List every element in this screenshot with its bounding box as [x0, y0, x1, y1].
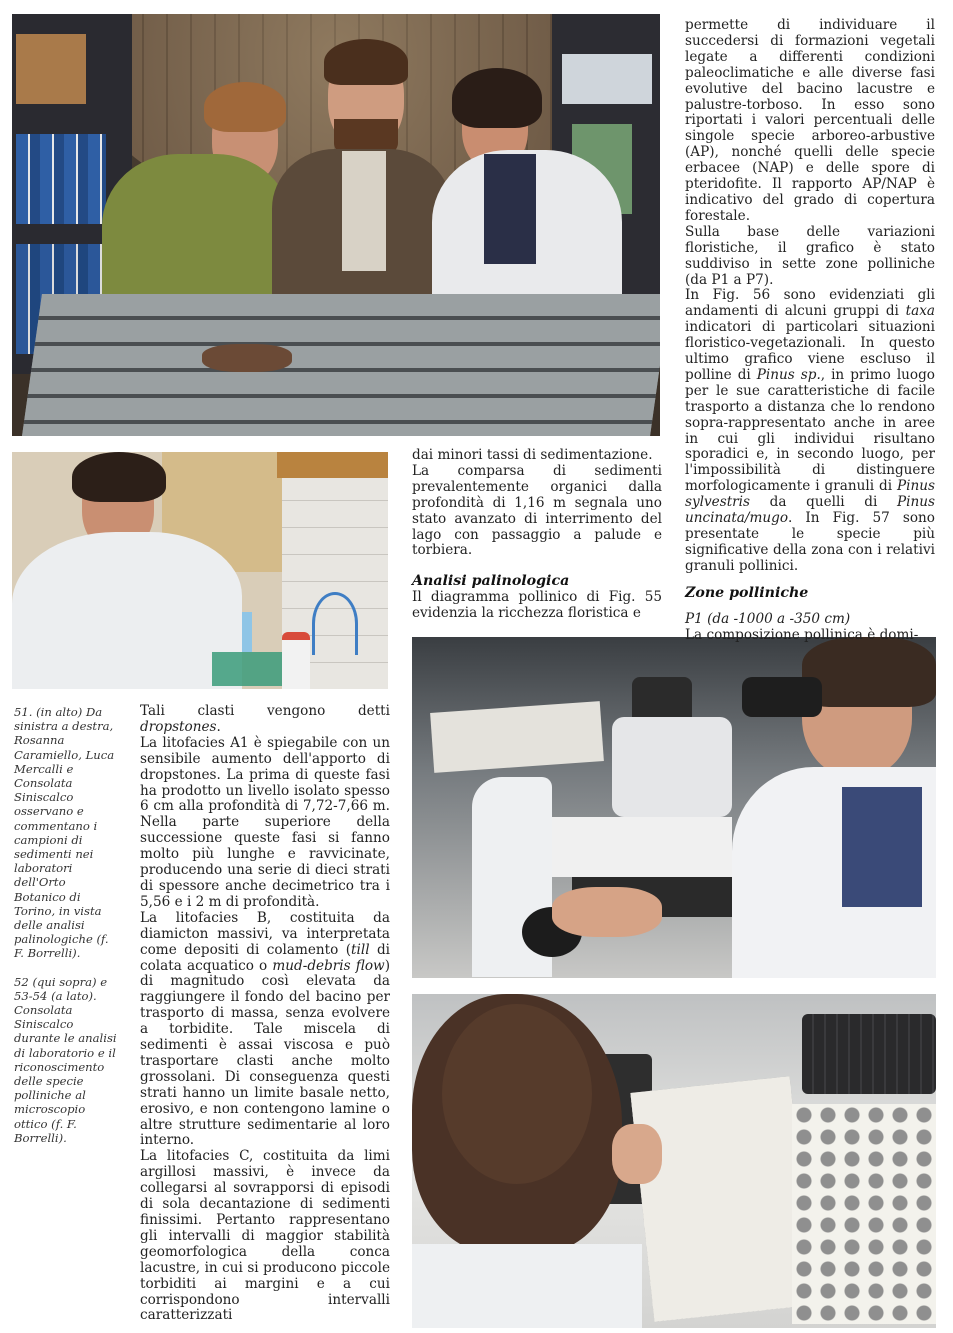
photo-51-researchers-examining-sediment-cores	[12, 14, 660, 436]
pollen-atlas-right-page	[792, 1104, 936, 1324]
paragraph-diagram-description: permette di individuare il succedersi di formazioni vegetali legate a differenti condizioni paleoclimatiche e alle diverse fasi evolutive del bacino lacustre e palustre-torboso. In esso sono riportati i valori percentuali delle singole specie arboreo-arbustive (AP), nonché quelli delle specie erbacee (NAP) e delle spore di pteridofite. Il rapporto AP/NAP è indicativo del grado di copertura forestale.	[685, 17, 935, 224]
sediment-sample-organic	[202, 344, 292, 372]
paragraph-dropstones: Tali clasti vengono detti dropstones.	[140, 703, 390, 735]
heading-zone-polliniche: Zone polliniche	[685, 584, 809, 601]
researcher-back-view	[412, 994, 642, 1328]
text-column-left	[140, 704, 390, 1324]
person-rosanna-caramiello	[92, 74, 292, 324]
paragraph-pollen-diagram: Il diagramma pollinico di Fig. 55 evidenzia la ricchezza floristica e	[412, 589, 662, 622]
paragraph-p1-start: La composizione pollinica è domi-	[685, 626, 919, 643]
caption-column	[14, 705, 118, 1145]
caption-52-54: 52 (qui sopra) e 53-54 (a lato). Consolata Siniscalco durante le analisi di laboratorio e il riconoscimento delle specie polliniche al microscopio ottico (f. F. Borrelli).	[14, 974, 117, 1145]
paragraph-organic-sediments: La comparsa di sedimenti prevalentemente organici dalla profondità di 1,16 m segnala uno stato avanzato di interrimento del lago con passaggio a palude e torbiera.	[412, 462, 662, 559]
heading-analisi-palinologica: Analisi palinologica	[412, 573, 570, 590]
photo-53-microscope-analysis	[412, 637, 936, 978]
paragraph-pollen-zones: Sulla base delle variazioni floristiche, il grafico è stato suddiviso in sette zone polliniche (da P1 a P7).	[685, 223, 935, 288]
caption-51: 51. (in alto) Da sinistra a destra, Rosanna Caramiello, Luca Mercalli e Consolata Siniscalco osservano e commentano i campioni di sedimenti nei laboratori dell'Orto Botanico di Torino, in vista delle analisi palinologiche (f. F. Borrelli).	[14, 705, 115, 961]
lab-bottle	[282, 632, 310, 689]
researcher-at-eyepiece	[712, 637, 936, 978]
photo-54-pollen-atlas-comparison	[412, 994, 936, 1328]
paragraph-litofacies-a1: La litofacies A1 è spiegabile con un sensibile aumento dell'apporto di dropstones. La prima di queste fasi ha prodotto un livello isolato spesso 6 cm alla profondità di 7,72-7,66 m. Nella parte superiore della successione queste fasi si fanno molto più lunghe e ravvicinate, producendo una serie di dieci strati di spessore anche decimetrico tra i 5,56 e i 2 m di profondità.	[140, 734, 390, 910]
text-column-middle	[412, 448, 662, 622]
pollen-atlas-left-page	[630, 1076, 813, 1321]
text-column-right	[685, 18, 935, 644]
photo-52-researcher-with-pipette	[12, 452, 388, 689]
sediment-core-tray	[22, 294, 660, 436]
keyboard	[802, 1014, 936, 1094]
person-consolata-siniscalco	[422, 54, 622, 314]
researcher-hand-on-page	[612, 1124, 662, 1184]
subheading-p1: P1 (da -1000 a -350 cm)	[685, 610, 851, 627]
paragraph-litofacies-b: La litofacies B, costituita da diamicton massivi, va interpretata come depositi di colamento (till di colata acquatico o mud-debris flow) di magnitudo così elevata da raggiungere il fondo del bacino per trasporto di massa, senza evolvere a torbidite. Tale miscela di sedimenti è assai viscosa e può trasportare clasti anche molto grossolani. Di conseguenza questi strati hanno un limite basale netto, erosivo, e non contengono lamine o altre strutture sedimentarie al loro interno.	[140, 909, 390, 1149]
paragraph-sedimentation-rates: dai minori tassi di sedimentazione.	[412, 447, 653, 463]
paragraph-fig56: In Fig. 56 sono evidenziati gli andamenti di alcuni gruppi di taxa indicatori di particolari situazioni floristico-vegetazionali. In questo ultimo grafico viene escluso il polline di Pinus sp., in primo luogo per le sue caratteristiche di facile trasporto a distanza che lo rendono sopra-rappresentato anche in aree in cui gli individui risultano sporadici e, in secondo luogo, per l'impossibilità di distinguere morfologicamente i granuli di Pinus sylvestris da quelli di Pinus uncinata/mugo. In Fig. 57 sono presentate le specie più significative della zona con i relativi granuli pollinici.	[685, 287, 935, 574]
paragraph-litofacies-c: La litofacies C, costituita da limi argillosi massivi, è invece da collegarsi al sovrapporsi di episodi di sola decantazione di sedimenti finissimi. Pertanto rappresentano gli intervalli di maggior stabilità geomorfologica della conca lacustre, in cui si producono piccole torbiditi ai margini e a cui corrispondono intervalli caratterizzati	[140, 1148, 390, 1324]
researcher-hand	[552, 887, 662, 937]
test-tube-rack	[212, 652, 282, 686]
